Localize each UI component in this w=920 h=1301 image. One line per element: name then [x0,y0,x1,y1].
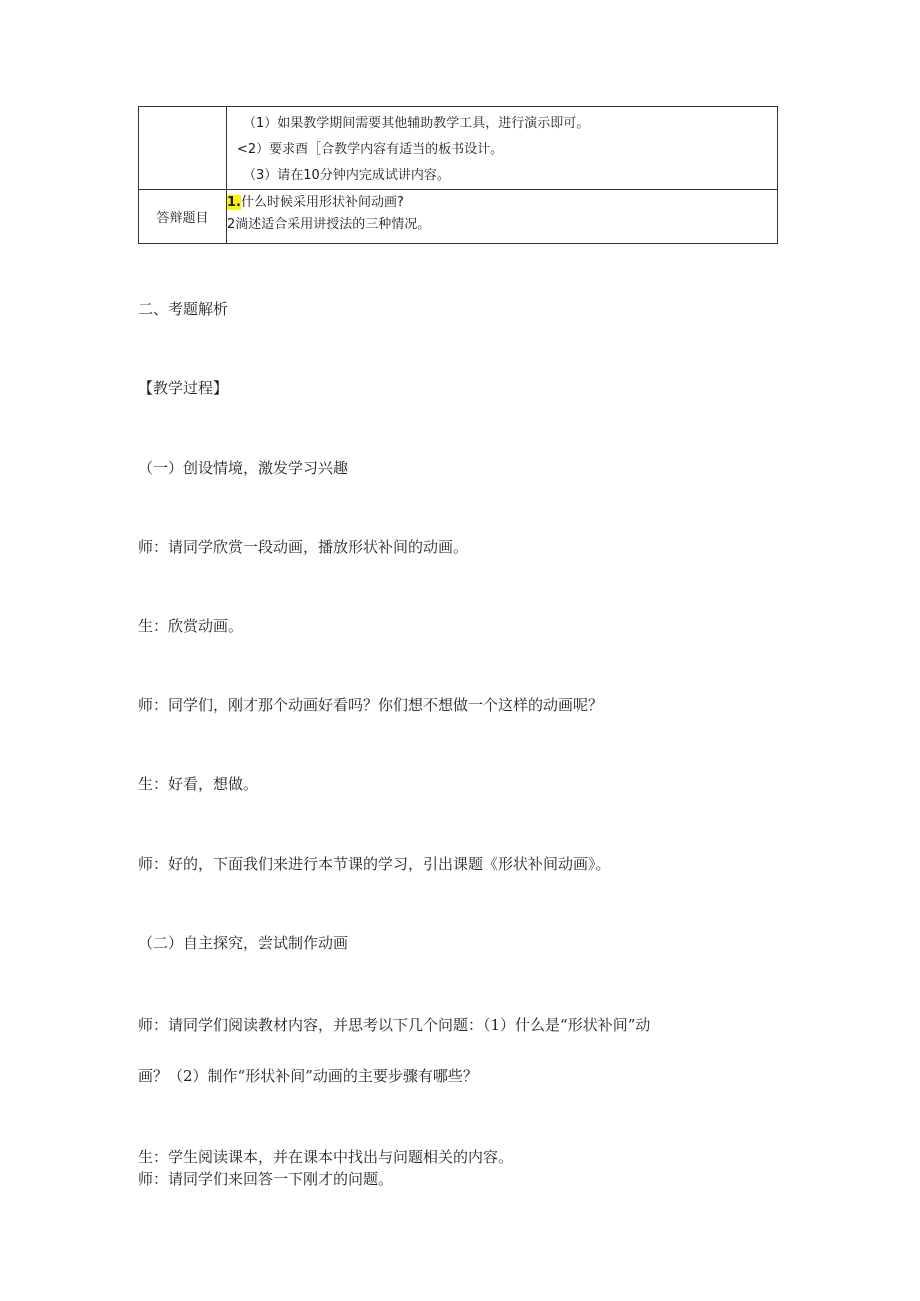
requirements-cell [227,107,778,190]
defense-label: 答辩题目 [139,190,227,244]
requirement-1: （1）如果教学期间需要其他辅助教学工具，进行演示即可。 [243,116,590,131]
requirements-row [139,107,778,190]
paragraph-line: 生：欣赏动画。 [138,617,244,635]
part2-heading: （二）自主探究，尝试制作动画 [138,934,349,952]
paragraph-line: 师：同学们，刚才那个动画好看吗？你们想不想做一个这样的动画呢？ [138,696,604,714]
defense-q1-text: 什么时候采用形状补间动画? [240,195,404,210]
process-heading: 【教学过程】 [138,379,229,397]
defense-question-1 [227,192,777,214]
requirements-table [138,106,778,244]
defense-question-2: 2淌述适合采用讲授法的三种情况。 [227,217,431,232]
paragraph-line: 师：请同学们来回答一下刚才的问题。 [138,1170,394,1188]
paragraph-line: 师：好的，下面我们来进行本节课的学习，引出课题《形状补间动画》。 [138,855,611,873]
requirement-2: <2）要求酉［合教学内容有适当的板书设计。 [237,142,504,157]
defense-row [139,190,778,244]
paragraph-line: 生：好看，想做。 [138,775,259,793]
part1-heading: （一）创设情境，激发学习兴趣 [138,459,349,477]
paragraph-line: 画？（2）制作“形状补间”动画的主要步骤有哪些？ [138,1067,478,1085]
paragraph-line: 生：学生阅读课本，并在课本中找出与问题相关的内容。 [138,1148,514,1166]
paragraph-line: 师：请同学们阅读教材内容，并思考以下几个问题：（1）什么是“形状补间”动 [138,1016,651,1034]
requirements-label-cell [139,107,227,190]
defense-q1-number: 1. [227,195,241,210]
paragraph-line: 师：请同学欣赏一段动画，播放形状补间的动画。 [138,538,469,556]
defense-cell [227,190,778,244]
section-heading: 二、考题解析 [138,300,229,318]
requirement-3: （3）请在10分钟内完成试讲内容。 [243,168,450,183]
